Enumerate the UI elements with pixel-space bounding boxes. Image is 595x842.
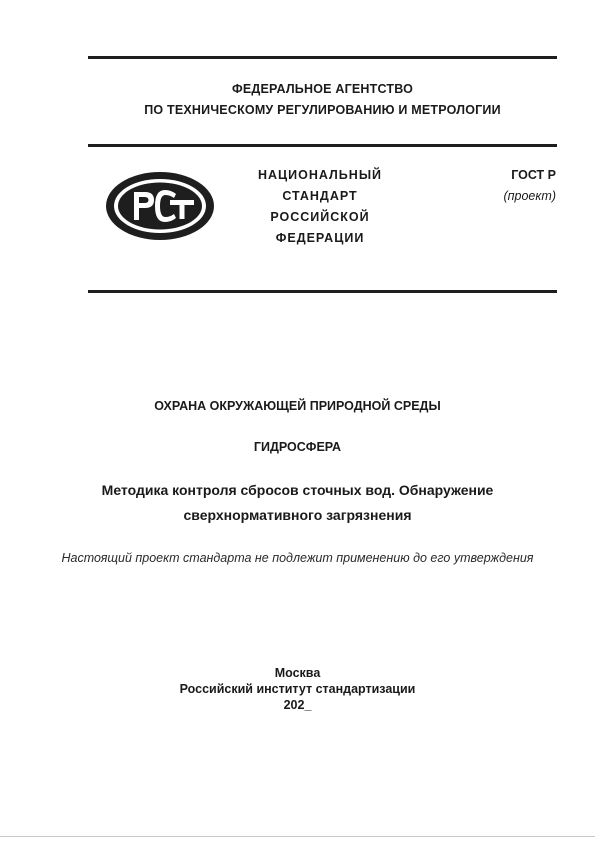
- year: 202_: [283, 698, 312, 712]
- national-line-3: РОССИЙСКОЙ: [270, 210, 370, 224]
- draft-note: Настоящий проект стандарта не подлежит применению до его утверждения: [61, 551, 534, 565]
- city: Москва: [274, 666, 321, 680]
- agency-line-2: ПО ТЕХНИЧЕСКОМУ РЕГУЛИРОВАНИЮ И МЕТРОЛОГИИ: [144, 103, 501, 117]
- header-bottom-rule: [88, 290, 557, 293]
- top-rule: [88, 56, 557, 59]
- document-title-line-2: сверхнормативного загрязнения: [183, 507, 412, 523]
- publisher: Российский институт стандартизации: [179, 682, 416, 696]
- page-bottom-edge: [0, 836, 595, 837]
- gost-label: ГОСТ Р: [511, 168, 556, 182]
- header-rule: [88, 144, 557, 147]
- national-line-2: СТАНДАРТ: [282, 189, 358, 203]
- national-line-1: НАЦИОНАЛЬНЫЙ: [257, 168, 383, 182]
- subsection-heading: ГИДРОСФЕРА: [253, 440, 342, 454]
- national-line-4: ФЕДЕРАЦИИ: [275, 231, 365, 245]
- draft-label: (проект): [503, 189, 556, 203]
- document-title-line-1: Методика контроля сбросов сточных вод. Обнаружение: [101, 482, 494, 498]
- rst-logo-icon: [104, 170, 216, 242]
- section-heading: ОХРАНА ОКРУЖАЮЩЕЙ ПРИРОДНОЙ СРЕДЫ: [154, 399, 441, 413]
- agency-line-1: ФЕДЕРАЛЬНОЕ АГЕНТСТВО: [231, 82, 414, 96]
